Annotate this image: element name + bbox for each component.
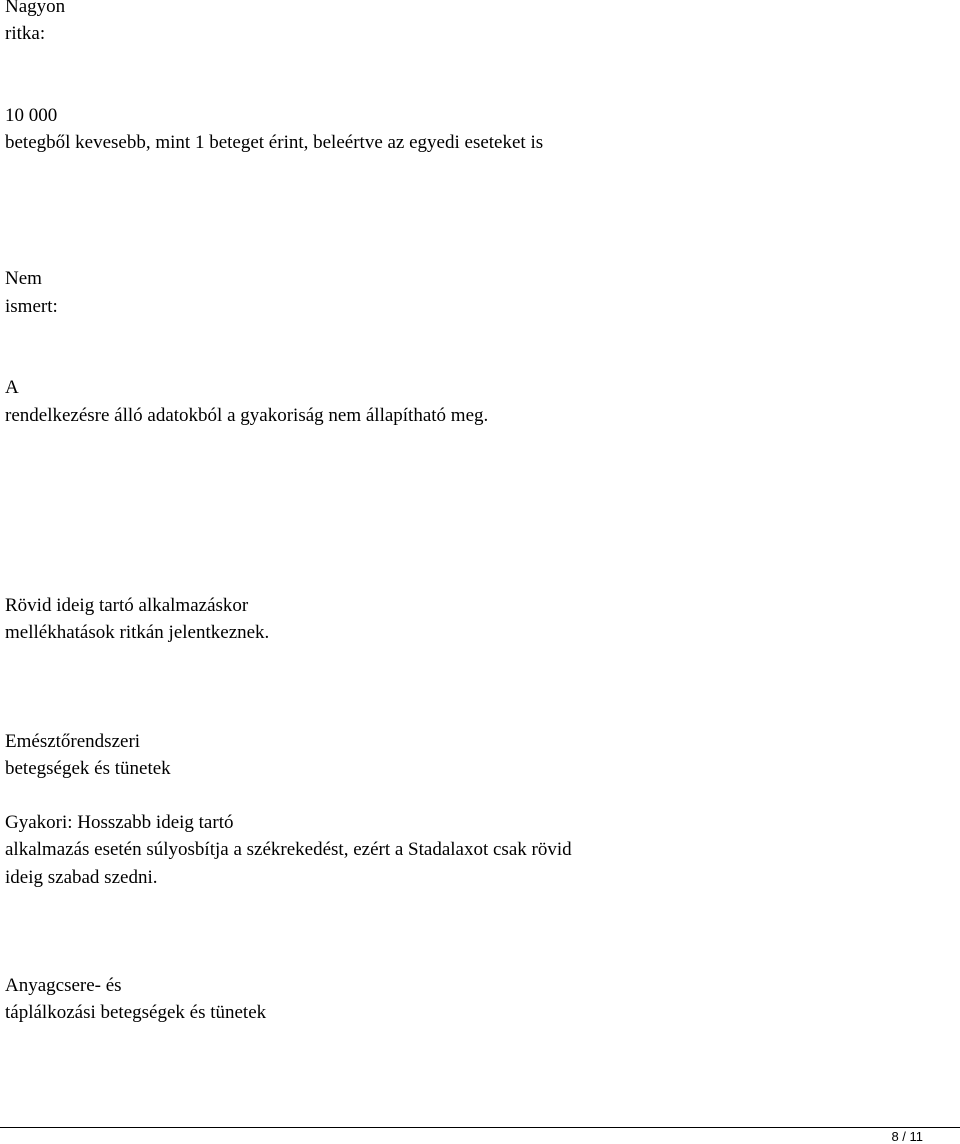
gi-common-line-3: ideig szabad szedni. [5, 867, 158, 888]
gi-heading-line-2: betegségek és tünetek [5, 758, 171, 779]
gi-heading-line-1: Emésztőrendszeri [5, 731, 141, 752]
metabolism-heading-line-2: táplálkozási betegségek és tünetek [5, 1002, 267, 1023]
short-term-note-line-2: mellékhatások ritkán jelentkeznek. [5, 622, 270, 643]
unknown-label-line-1: Nem [5, 268, 42, 289]
very-rare-label-line-1: Nagyon [5, 0, 66, 17]
unknown-label-line-2: ismert: [5, 296, 58, 317]
gi-common-line-1: Gyakori: Hosszabb ideig tartó [5, 812, 234, 833]
very-rare-definition-line-2: betegből kevesebb, mint 1 beteget érint, beleértve az egyedi eseteket is [5, 132, 544, 153]
unknown-definition-line-2: rendelkezésre álló adatokból a gyakoriság nem állapítható meg. [5, 405, 489, 426]
gi-common-line-2: alkalmazás esetén súlyosbítja a székrekedést, ezért a Stadalaxot csak rövid [5, 839, 572, 860]
footer-divider [0, 1127, 960, 1128]
page-number: 8 / 11 [891, 1129, 923, 1144]
short-term-note-line-1: Rövid ideig tartó alkalmazáskor [5, 595, 249, 616]
unknown-definition-line-1: A [5, 377, 19, 398]
very-rare-label-line-2: ritka: [5, 23, 46, 44]
metabolism-heading-line-1: Anyagcsere- és [5, 975, 122, 996]
very-rare-definition-line-1: 10 000 [5, 105, 58, 126]
